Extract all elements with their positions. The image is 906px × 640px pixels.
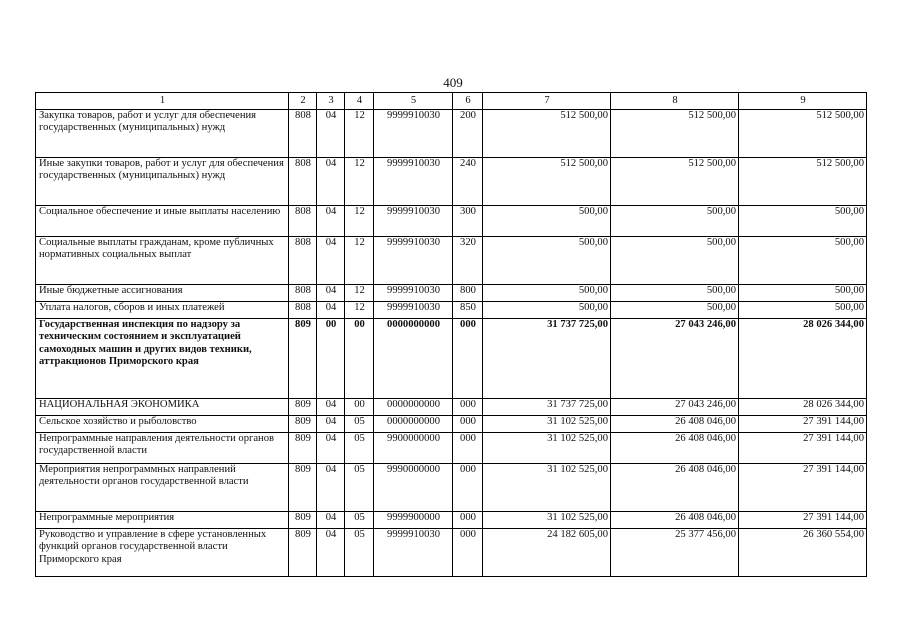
amount-col9: 512 500,00 [739, 158, 867, 206]
amount-col8: 26 408 046,00 [611, 464, 739, 512]
expense-type-code: 300 [453, 206, 483, 237]
gr-code: 809 [289, 464, 317, 512]
target-article-code: 0000000000 [374, 416, 453, 433]
expense-type-code: 000 [453, 416, 483, 433]
table-row [36, 416, 867, 433]
row-name: Закупка товаров, работ и услуг для обеспечения государственных (муниципальных) нужд [36, 110, 289, 158]
table-row [36, 206, 867, 237]
amount-col9: 27 391 144,00 [739, 512, 867, 529]
section-code: 04 [317, 110, 345, 158]
section-code: 04 [317, 416, 345, 433]
header-cell: 4 [345, 93, 374, 110]
section-code: 04 [317, 302, 345, 319]
amount-col7: 500,00 [483, 285, 611, 302]
table-row [36, 110, 867, 158]
amount-col8: 512 500,00 [611, 158, 739, 206]
row-name: Непрограммные мероприятия [36, 512, 289, 529]
header-cell: 1 [36, 93, 289, 110]
subsection-code: 12 [345, 285, 374, 302]
amount-col7: 500,00 [483, 302, 611, 319]
gr-code: 809 [289, 529, 317, 577]
subsection-code: 05 [345, 529, 374, 577]
expense-type-code: 800 [453, 285, 483, 302]
gr-code: 808 [289, 237, 317, 285]
target-article-code: 9999900000 [374, 512, 453, 529]
table-row [36, 433, 867, 464]
header-cell: 6 [453, 93, 483, 110]
expense-type-code: 000 [453, 464, 483, 512]
amount-col8: 26 408 046,00 [611, 433, 739, 464]
amount-col8: 512 500,00 [611, 110, 739, 158]
amount-col8: 26 408 046,00 [611, 416, 739, 433]
section-code: 04 [317, 158, 345, 206]
target-article-code: 0000000000 [374, 319, 453, 399]
amount-col8: 27 043 246,00 [611, 319, 739, 399]
table-row [36, 464, 867, 512]
row-name: НАЦИОНАЛЬНАЯ ЭКОНОМИКА [36, 399, 289, 416]
section-code: 04 [317, 237, 345, 285]
row-name: Социальные выплаты гражданам, кроме публичных нормативных социальных выплат [36, 237, 289, 285]
section-code: 04 [317, 285, 345, 302]
row-name: Социальное обеспечение и иные выплаты населению [36, 206, 289, 237]
target-article-code: 9900000000 [374, 433, 453, 464]
subsection-code: 05 [345, 416, 374, 433]
expense-type-code: 000 [453, 512, 483, 529]
amount-col9: 26 360 554,00 [739, 529, 867, 577]
target-article-code: 0000000000 [374, 399, 453, 416]
row-name: Мероприятия непрограммных направлений деятельности органов государственной власти [36, 464, 289, 512]
table-row [36, 285, 867, 302]
row-name: Непрограммные направления деятельности органов государственной власти [36, 433, 289, 464]
subsection-code: 12 [345, 206, 374, 237]
gr-code: 808 [289, 206, 317, 237]
amount-col9: 500,00 [739, 206, 867, 237]
row-name: Государственная инспекция по надзору за техническим состоянием и эксплуатацией самоходных машин и других видов техники, аттракционов Приморского края [36, 319, 289, 399]
target-article-code: 9999910030 [374, 206, 453, 237]
gr-code: 809 [289, 319, 317, 399]
gr-code: 808 [289, 285, 317, 302]
gr-code: 808 [289, 158, 317, 206]
amount-col8: 500,00 [611, 206, 739, 237]
header-cell: 3 [317, 93, 345, 110]
subsection-code: 00 [345, 319, 374, 399]
header-cell: 7 [483, 93, 611, 110]
gr-code: 809 [289, 416, 317, 433]
amount-col7: 500,00 [483, 206, 611, 237]
subsection-code: 12 [345, 237, 374, 285]
amount-col8: 500,00 [611, 285, 739, 302]
header-row [36, 93, 867, 110]
expense-type-code: 000 [453, 433, 483, 464]
gr-code: 808 [289, 110, 317, 158]
section-code: 04 [317, 206, 345, 237]
gr-code: 809 [289, 433, 317, 464]
amount-col7: 31 102 525,00 [483, 416, 611, 433]
gr-code: 809 [289, 512, 317, 529]
amount-col9: 512 500,00 [739, 110, 867, 158]
row-name: Иные закупки товаров, работ и услуг для обеспечения государственных (муниципальных) нужд [36, 158, 289, 206]
expense-type-code: 000 [453, 319, 483, 399]
subsection-code: 00 [345, 399, 374, 416]
row-name: Руководство и управление в сфере установленных функций органов государственной власти Приморского края [36, 529, 289, 577]
amount-col8: 25 377 456,00 [611, 529, 739, 577]
amount-col9: 500,00 [739, 285, 867, 302]
amount-col7: 31 102 525,00 [483, 464, 611, 512]
header-cell: 8 [611, 93, 739, 110]
table-row [36, 158, 867, 206]
amount-col8: 500,00 [611, 302, 739, 319]
subsection-code: 05 [345, 512, 374, 529]
amount-col9: 28 026 344,00 [739, 399, 867, 416]
subsection-code: 12 [345, 110, 374, 158]
section-code: 04 [317, 529, 345, 577]
row-name: Сельское хозяйство и рыболовство [36, 416, 289, 433]
amount-col7: 500,00 [483, 237, 611, 285]
amount-col9: 28 026 344,00 [739, 319, 867, 399]
table-row [36, 529, 867, 577]
gr-code: 808 [289, 302, 317, 319]
amount-col7: 24 182 605,00 [483, 529, 611, 577]
subsection-code: 05 [345, 433, 374, 464]
amount-col8: 27 043 246,00 [611, 399, 739, 416]
header-cell: 2 [289, 93, 317, 110]
amount-col9: 500,00 [739, 302, 867, 319]
amount-col7: 31 102 525,00 [483, 512, 611, 529]
gr-code: 809 [289, 399, 317, 416]
amount-col7: 512 500,00 [483, 110, 611, 158]
amount-col7: 31 737 725,00 [483, 319, 611, 399]
subsection-code: 05 [345, 464, 374, 512]
amount-col9: 27 391 144,00 [739, 433, 867, 464]
table-row [36, 319, 867, 399]
header-cell: 5 [374, 93, 453, 110]
section-code: 04 [317, 464, 345, 512]
amount-col7: 31 737 725,00 [483, 399, 611, 416]
expense-type-code: 320 [453, 237, 483, 285]
table-row [36, 399, 867, 416]
subsection-code: 12 [345, 158, 374, 206]
target-article-code: 9999910030 [374, 237, 453, 285]
expense-type-code: 000 [453, 529, 483, 577]
section-code: 04 [317, 512, 345, 529]
target-article-code: 9999910030 [374, 285, 453, 302]
subsection-code: 12 [345, 302, 374, 319]
table-row [36, 237, 867, 285]
row-name: Уплата налогов, сборов и иных платежей [36, 302, 289, 319]
target-article-code: 9990000000 [374, 464, 453, 512]
amount-col9: 500,00 [739, 237, 867, 285]
target-article-code: 9999910030 [374, 302, 453, 319]
target-article-code: 9999910030 [374, 110, 453, 158]
expense-type-code: 850 [453, 302, 483, 319]
expense-type-code: 240 [453, 158, 483, 206]
section-code: 04 [317, 399, 345, 416]
page-number: 409 [443, 75, 463, 90]
amount-col9: 27 391 144,00 [739, 464, 867, 512]
expense-type-code: 200 [453, 110, 483, 158]
amount-col8: 500,00 [611, 237, 739, 285]
expense-type-code: 000 [453, 399, 483, 416]
target-article-code: 9999910030 [374, 529, 453, 577]
amount-col8: 26 408 046,00 [611, 512, 739, 529]
amount-col7: 31 102 525,00 [483, 433, 611, 464]
budget-table [35, 92, 867, 577]
table-row [36, 302, 867, 319]
table-row [36, 512, 867, 529]
section-code: 04 [317, 433, 345, 464]
target-article-code: 9999910030 [374, 158, 453, 206]
amount-col7: 512 500,00 [483, 158, 611, 206]
header-cell: 9 [739, 93, 867, 110]
row-name: Иные бюджетные ассигнования [36, 285, 289, 302]
section-code: 00 [317, 319, 345, 399]
amount-col9: 27 391 144,00 [739, 416, 867, 433]
